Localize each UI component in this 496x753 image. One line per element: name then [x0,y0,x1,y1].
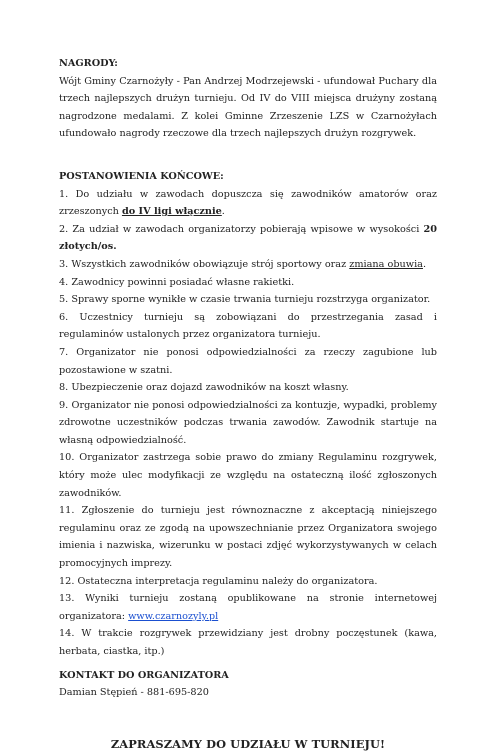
provision-item-3-end: . [422,258,427,270]
provision-item-1 [59,186,437,221]
provision-item-7: 7. Organizator nie ponosi odpowiedzialności za rzeczy zagubione lub pozostawione w szatni. [59,346,437,376]
provision-item-3 [59,256,437,274]
provision-item-1-text: 1. Do udziału w zawodach dopuszcza się zawodników amatorów oraz zrzeszonych [59,188,437,218]
provision-item-13-text: 13. Wyniki turnieju zostaną opublikowane na stronie internetowej organizatora: [59,593,437,622]
section-spacer [59,702,437,736]
final-provisions-heading: POSTANOWIENIA KOŃCOWE: [59,170,224,182]
section-spacer [59,143,437,168]
contact-heading: KONTAKT DO ORGANIZATORA [59,669,229,681]
provision-item-6: 6. Uczestnicy turnieju są zobowiązani do przestrzegania zasad i regulaminów ustalonych przez organizatora turnieju. [59,311,437,341]
provision-item-3-text: 3. Wszystkich zawodników obowiązuje strój sportowy oraz [59,258,350,270]
provision-item-10: 10. Organizator zastrzega sobie prawo do zmiany Regulaminu rozgrywek, który może ulec modyfikacji ze względu na ostateczną ilość zgłoszonych zawodników. [59,452,437,499]
provision-item-2-emphasis: 20 złotych/os. [59,223,437,253]
provision-item-2 [59,221,437,256]
organizer-website-link[interactable]: www.czarnozyly.pl [128,610,219,622]
provision-item-2-text: 2. Za udział w zawodach organizatorzy pobierają wpisowe w wysokości [59,223,424,235]
provision-item-1-end: . [221,206,225,218]
provision-item-8: 8. Ubezpieczenie oraz dojazd zawodników na koszt własny. [59,382,349,394]
provision-item-11: 11. Zgłoszenie do turnieju jest równoznaczne z akceptacją niniejszego regulaminu oraz ze zgodą na upowszechnianie przez Organizatora swojego imienia i nazwiska, wizerunku w postaci zdjęć wykorzystywanych w celach promocyjnych imprezy. [59,505,437,570]
provision-item-9: 9. Organizator nie ponosi odpowiedzialności za kontuzje, wypadki, problemy zdrowotne uczestników podczas trwania zawodów. Zawodnik startuje na własną odpowiedzialność. [59,399,437,446]
provision-item-4: 4. Zawodnicy powinni posiadać własne rakietki. [59,276,295,288]
contact-text: Damian Stępień - 881-695-820 [59,687,209,699]
closing-invitation: ZAPRASZAMY DO UDZIAŁU W TURNIEJU! [110,736,386,751]
provision-item-12: 12. Ostateczna interpretacja regulaminu należy do organizatora. [59,575,378,587]
awards-heading: NAGRODY: [59,58,118,69]
provision-item-14: 14. W trakcie rozgrywek przewidziany jest drobny poczęstunek (kawa, herbata, ciastka, itp.) [59,628,437,657]
provision-item-13 [59,590,437,625]
provision-item-1-emphasis: do IV ligi włącznie [121,206,222,218]
document-body [59,55,437,753]
awards-text: Wójt Gminy Czarnożyły - Pan Andrzej Modrzejewski - ufundował Puchary dla trzech najlepszych drużyn turnieju. Od IV do VIII miejsca drużyny zostaną nagrodzone medalami. Z kolei Gminne Zrzeszenie LZS w Czarnożyłach ufundowało nagrody rzeczowe dla trzech najlepszych drużyn rozgrywek. [59,75,437,140]
provision-item-3-emphasis: zmiana obuwia [349,258,423,270]
provision-item-5: 5. Sprawy sporne wynikłe w czasie trwania turnieju rozstrzyga organizator. [59,294,431,306]
